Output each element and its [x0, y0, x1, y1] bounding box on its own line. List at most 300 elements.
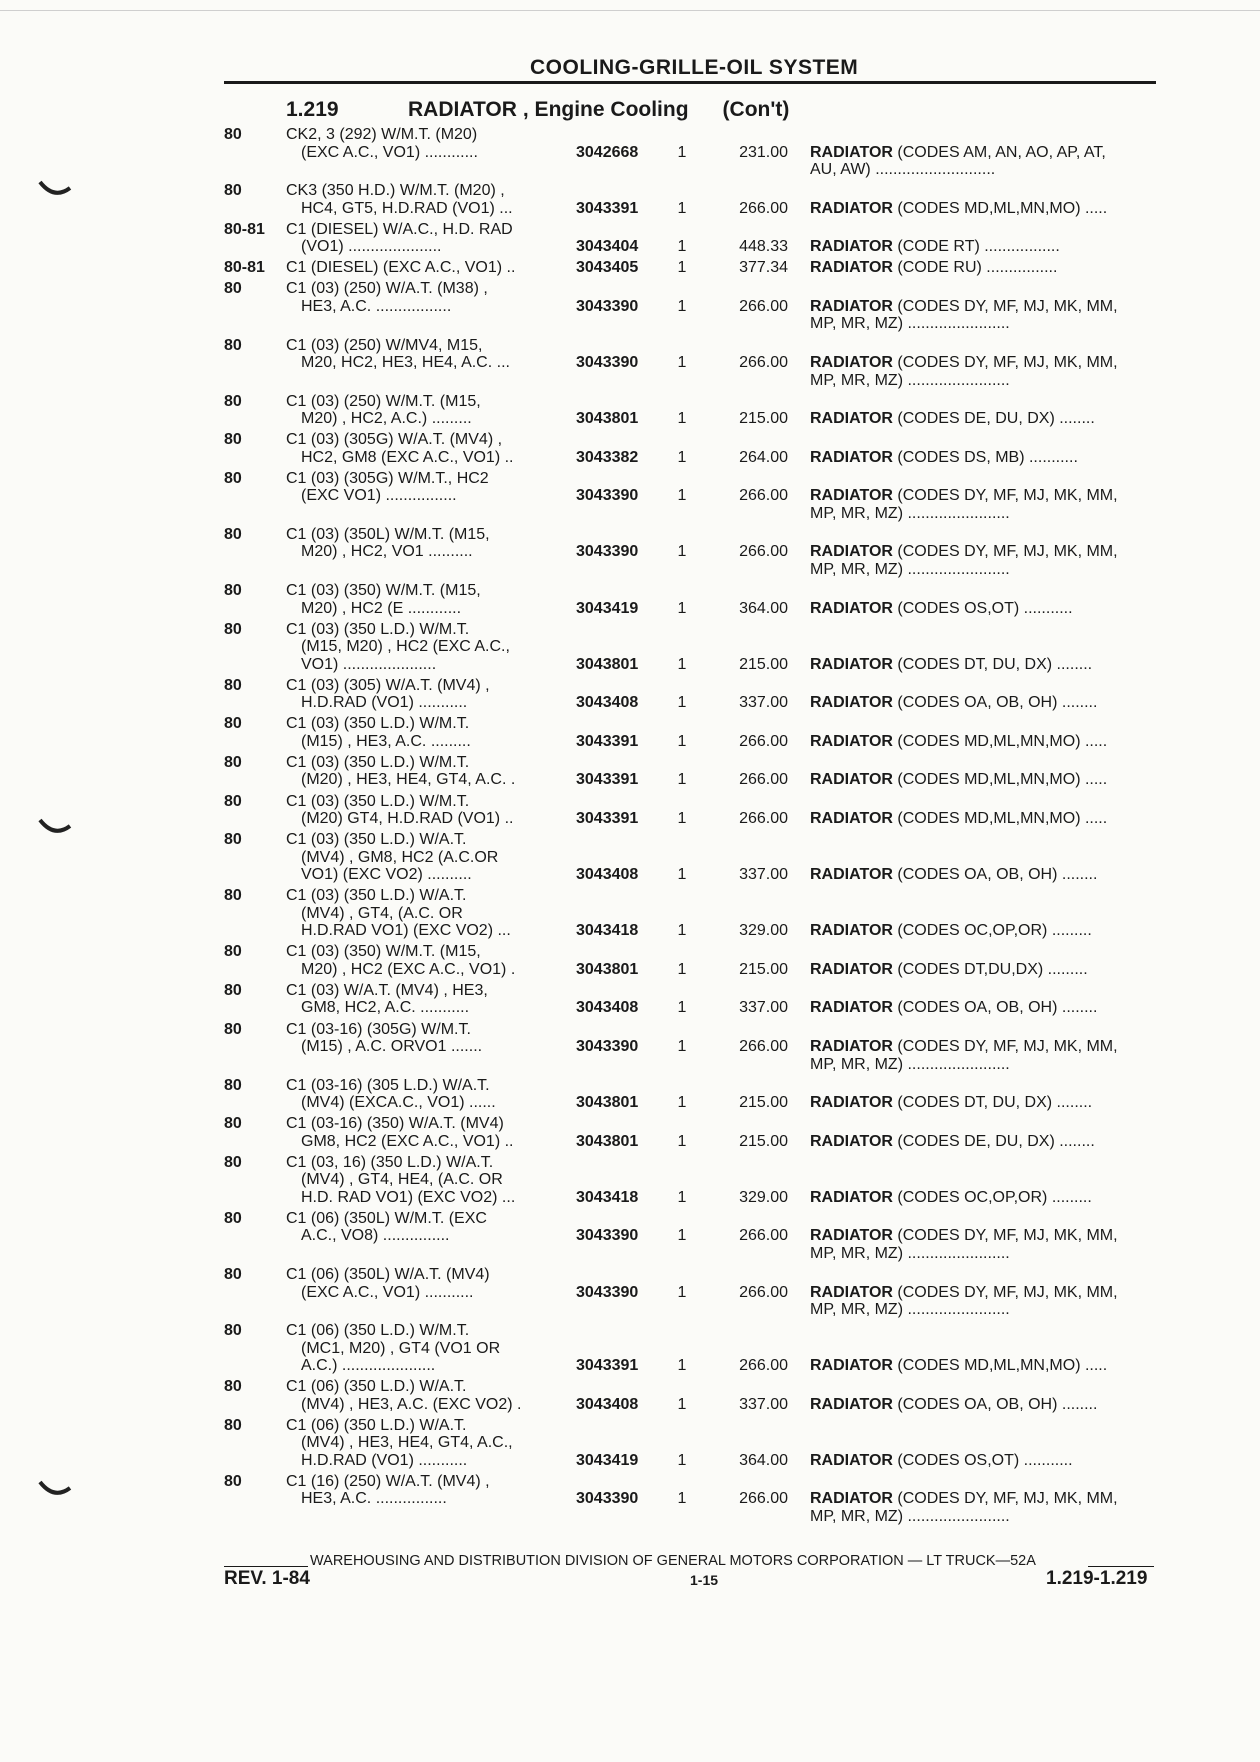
- price: 448.33: [739, 238, 788, 256]
- description-line: C1 (03-16) (305G) W/M.T.: [286, 1020, 471, 1038]
- application-description: [286, 1210, 556, 1245]
- part-number: 3043390: [576, 1038, 639, 1055]
- part-number: 3043390: [576, 1227, 639, 1245]
- model-year: 80: [224, 126, 242, 143]
- top-edge-rule: [0, 10, 1260, 11]
- model-year: 80-81: [224, 220, 265, 238]
- description-line: C1 (03) (305G) W/M.T., HC2: [286, 469, 489, 487]
- description-line: C1 (03-16) (350) W/A.T. (MV4): [286, 1115, 504, 1133]
- item-description: [810, 1038, 1172, 1073]
- item-name: RADIATOR: [810, 1490, 893, 1508]
- item-line: [810, 1189, 1172, 1207]
- part-number: 3043801: [576, 655, 639, 673]
- item-codes: (CODES DY, MF, MJ, MK, MM,: [897, 487, 1118, 505]
- item-codes: MP, MR, MZ) .......................: [810, 315, 1010, 333]
- item-codes: MP, MR, MZ) .......................: [810, 1507, 1010, 1525]
- part-number: 3043408: [576, 694, 639, 712]
- item-line: [810, 200, 1172, 218]
- description-line: C1 (06) (350L) W/A.T. (MV4): [286, 1266, 490, 1283]
- description-line: (M20) GT4, H.D.RAD (VO1) ..: [301, 810, 514, 827]
- item-name: RADIATOR: [810, 599, 893, 617]
- part-number: 3043382: [576, 448, 639, 466]
- description-line: M20) , HC2 (EXC A.C., VO1) .: [301, 960, 516, 978]
- item-codes: (CODES DY, MF, MJ, MK, MM,: [897, 543, 1118, 561]
- item-name: RADIATOR: [810, 1094, 893, 1112]
- page-number: 1-15: [690, 1572, 719, 1588]
- description-line: C1 (03) (250) W/MV4, M15,: [286, 336, 483, 354]
- item-name: RADIATOR: [810, 694, 893, 712]
- application-description: [286, 677, 556, 712]
- item-line: [810, 922, 1172, 940]
- item-line: [810, 1227, 1172, 1245]
- part-number: 3043390: [576, 354, 639, 371]
- model-year: 80: [224, 1378, 242, 1396]
- item-codes: (CODES AM, AN, AO, AP, AT,: [897, 143, 1106, 161]
- description-line: H.D.RAD (VO1) ...........: [301, 1451, 468, 1469]
- description-line: C1 (03) (350 L.D.) W/M.T.: [286, 792, 470, 810]
- item-codes: (CODE RT) .................: [897, 238, 1060, 256]
- description-line: (M20) , HE3, HE4, GT4, A.C. .: [301, 771, 516, 789]
- item-description: [810, 200, 1172, 218]
- item-line: [810, 771, 1172, 789]
- quantity: 1: [677, 1490, 687, 1508]
- part-number: 3042668: [576, 143, 639, 161]
- price: 329.00: [739, 922, 788, 940]
- item-codes: AU, AW) ...........................: [810, 161, 996, 178]
- item-description: [810, 694, 1172, 712]
- price: 266.00: [739, 297, 788, 315]
- model-year: 80: [224, 715, 242, 733]
- description-line: (MV4) , GT4, HE4, (A.C. OR: [301, 1171, 503, 1189]
- item-line: [810, 866, 1172, 884]
- item-codes: (CODES MD,ML,MN,MO) .....: [897, 810, 1108, 827]
- item-codes: (CODES DS, MB) ...........: [897, 448, 1078, 466]
- item-name: RADIATOR: [810, 297, 893, 315]
- item-codes: MP, MR, MZ) .......................: [810, 1055, 1010, 1073]
- item-description: [810, 259, 1172, 277]
- description-line: H.D. RAD VO1) (EXC VO2) ...: [301, 1188, 516, 1206]
- model-year: 80-81: [224, 259, 265, 277]
- item-description: [810, 1189, 1172, 1207]
- description-line: C1 (03) (350 L.D.) W/M.T.: [286, 753, 470, 771]
- item-name: RADIATOR: [810, 143, 893, 161]
- description-line: C1 (03) (305G) W/A.T. (MV4) ,: [286, 431, 503, 449]
- item-codes: (CODES DY, MF, MJ, MK, MM,: [897, 1038, 1118, 1055]
- description-line: C1 (03) (350 L.D.) W/M.T.: [286, 715, 470, 733]
- quantity: 1: [677, 694, 687, 712]
- item-codes: (CODES OS,OT) ...........: [897, 599, 1073, 617]
- binder-punch-mark-icon: [38, 1478, 72, 1500]
- continued-label: (Con't): [722, 98, 790, 121]
- part-number: 3043390: [576, 543, 639, 561]
- group-name: RADIATOR: [408, 98, 517, 121]
- model-year: 80: [224, 431, 242, 449]
- item-description: [810, 543, 1172, 578]
- price: 364.00: [739, 1451, 788, 1469]
- item-name: RADIATOR: [810, 922, 893, 940]
- item-description: [810, 656, 1172, 674]
- application-description: [286, 621, 556, 674]
- model-year: 80: [224, 392, 242, 410]
- quantity: 1: [677, 771, 687, 789]
- item-name: RADIATOR: [810, 1357, 893, 1375]
- application-description: [286, 280, 556, 315]
- model-year: 80: [224, 1266, 242, 1283]
- price: 266.00: [739, 354, 788, 371]
- group-subname: , Engine Cooling: [522, 98, 689, 121]
- application-description: [286, 126, 556, 161]
- item-line: [810, 1452, 1172, 1470]
- item-name: RADIATOR: [810, 410, 893, 428]
- item-line: [810, 561, 1172, 579]
- item-name: RADIATOR: [810, 1188, 893, 1206]
- model-year: 80: [224, 943, 242, 961]
- item-description: [810, 810, 1172, 828]
- quantity: 1: [677, 487, 687, 505]
- item-description: [810, 1227, 1172, 1262]
- item-name: RADIATOR: [810, 354, 893, 371]
- item-description: [810, 733, 1172, 751]
- quantity: 1: [677, 259, 687, 277]
- price: 266.00: [739, 810, 788, 827]
- model-year: 80: [224, 182, 242, 200]
- description-line: C1 (03) W/A.T. (MV4) , HE3,: [286, 981, 488, 999]
- item-line: [810, 961, 1172, 979]
- description-line: HC4, GT5, H.D.RAD (VO1) ...: [301, 199, 513, 217]
- price: 266.00: [739, 732, 788, 750]
- description-line: C1 (06) (350L) W/M.T. (EXC: [286, 1209, 487, 1227]
- description-line: (MV4) , GT4, (A.C. OR: [301, 904, 463, 922]
- item-line: [810, 1245, 1172, 1263]
- item-description: [810, 298, 1172, 333]
- quantity: 1: [677, 999, 687, 1017]
- model-year: 80: [224, 831, 242, 849]
- item-description: [810, 238, 1172, 256]
- item-description: [810, 771, 1172, 789]
- item-name: RADIATOR: [810, 238, 893, 256]
- price: 377.34: [739, 259, 788, 277]
- item-line: [810, 543, 1172, 561]
- item-line: [810, 1284, 1172, 1302]
- item-description: [810, 1357, 1172, 1375]
- item-codes: (CODES DY, MF, MJ, MK, MM,: [897, 297, 1118, 315]
- price: 215.00: [739, 655, 788, 673]
- application-description: [286, 1154, 556, 1207]
- description-line: A.C.) .....................: [301, 1357, 436, 1375]
- model-year: 80: [224, 753, 242, 771]
- quantity: 1: [677, 448, 687, 466]
- part-number: 3043801: [576, 1132, 639, 1150]
- description-line: (VO1) .....................: [301, 238, 442, 256]
- part-number: 3043390: [576, 1490, 639, 1508]
- quantity: 1: [677, 866, 687, 884]
- item-description: [810, 1284, 1172, 1319]
- application-description: [286, 1266, 556, 1301]
- item-name: RADIATOR: [810, 1451, 893, 1469]
- model-year: 80: [224, 1472, 242, 1490]
- item-line: [810, 1038, 1172, 1056]
- item-line: [810, 810, 1172, 828]
- quantity: 1: [677, 238, 687, 256]
- model-year: 80: [224, 1153, 242, 1171]
- application-description: [286, 337, 556, 372]
- item-codes: MP, MR, MZ) .......................: [810, 560, 1010, 578]
- section-title: COOLING-GRILLE-OIL SYSTEM: [530, 56, 859, 79]
- item-codes: (CODES DY, MF, MJ, MK, MM,: [897, 1227, 1118, 1245]
- part-number: 3043404: [576, 238, 639, 256]
- quantity: 1: [677, 810, 687, 827]
- model-year: 80: [224, 887, 242, 905]
- description-line: C1 (06) (350 L.D.) W/A.T.: [286, 1378, 467, 1396]
- price: 337.00: [739, 1395, 788, 1413]
- item-line: [810, 449, 1172, 467]
- item-codes: (CODES OC,OP,OR) .........: [897, 922, 1092, 940]
- item-codes: MP, MR, MZ) .......................: [810, 1301, 1010, 1318]
- item-description: [810, 922, 1172, 940]
- header-rule: [224, 81, 1156, 84]
- binder-punch-mark-icon: [38, 816, 72, 838]
- price: 231.00: [739, 143, 788, 161]
- item-codes: (CODE RU) ................: [897, 259, 1058, 277]
- item-description: [810, 1133, 1172, 1151]
- description-line: A.C., VO8) ...............: [301, 1227, 450, 1245]
- item-line: [810, 161, 1172, 179]
- price: 329.00: [739, 1188, 788, 1206]
- quantity: 1: [677, 1188, 687, 1206]
- description-line: HE3, A.C. ................: [301, 1490, 447, 1508]
- item-codes: (CODES DY, MF, MJ, MK, MM,: [897, 1490, 1118, 1508]
- item-name: RADIATOR: [810, 1132, 893, 1150]
- quantity: 1: [677, 1227, 687, 1245]
- quantity: 1: [677, 1395, 687, 1413]
- description-line: (EXC VO1) ................: [301, 487, 457, 505]
- model-year: 80: [224, 620, 242, 638]
- application-description: [286, 831, 556, 884]
- item-name: RADIATOR: [810, 1395, 893, 1413]
- item-line: [810, 315, 1172, 333]
- quantity: 1: [677, 732, 687, 750]
- description-line: (MV4) , GM8, HC2 (A.C.OR: [301, 848, 499, 866]
- part-number: 3043390: [576, 1283, 639, 1301]
- item-codes: (CODES DT, DU, DX) ........: [897, 1094, 1093, 1112]
- item-description: [810, 354, 1172, 389]
- model-year: 80: [224, 1020, 242, 1038]
- price: 364.00: [739, 599, 788, 617]
- item-description: [810, 999, 1172, 1017]
- item-codes: (CODES DY, MF, MJ, MK, MM,: [897, 354, 1118, 371]
- item-description: [810, 410, 1172, 428]
- quantity: 1: [677, 297, 687, 315]
- price: 266.00: [739, 1490, 788, 1508]
- item-description: [810, 961, 1172, 979]
- item-name: RADIATOR: [810, 732, 893, 750]
- description-line: (EXC A.C., VO1) ...........: [301, 1283, 474, 1301]
- model-year: 80: [224, 676, 242, 694]
- item-line: [810, 1508, 1172, 1526]
- application-description: [286, 754, 556, 789]
- quantity: 1: [677, 1038, 687, 1055]
- description-line: VO1) .....................: [301, 655, 437, 673]
- model-year: 80: [224, 1209, 242, 1227]
- description-line: GM8, HC2 (EXC A.C., VO1) ..: [301, 1132, 514, 1150]
- item-codes: (CODES OA, OB, OH) ........: [897, 999, 1098, 1017]
- application-description: [286, 526, 556, 561]
- quantity: 1: [677, 1094, 687, 1112]
- item-name: RADIATOR: [810, 771, 893, 789]
- quantity: 1: [677, 143, 687, 161]
- price: 337.00: [739, 999, 788, 1017]
- item-codes: (CODES OA, OB, OH) ........: [897, 1395, 1098, 1413]
- item-line: [810, 259, 1172, 277]
- description-line: M20) , HC2, VO1 ..........: [301, 543, 473, 561]
- footer-rule-left: [224, 1566, 308, 1567]
- item-codes: MP, MR, MZ) .......................: [810, 1244, 1010, 1262]
- quantity: 1: [677, 960, 687, 978]
- item-line: [810, 1301, 1172, 1319]
- item-description: [810, 600, 1172, 618]
- price: 266.00: [739, 1038, 788, 1055]
- part-number: 3043391: [576, 771, 639, 789]
- quantity: 1: [677, 1357, 687, 1375]
- item-description: [810, 144, 1172, 179]
- quantity: 1: [677, 1132, 687, 1150]
- application-description: [286, 715, 556, 750]
- description-line: H.D.RAD (VO1) ...........: [301, 694, 468, 712]
- description-line: M20) , HC2 (E ............: [301, 599, 462, 617]
- description-line: (MV4) , HE3, A.C. (EXC VO2) .: [301, 1395, 522, 1413]
- item-codes: (CODES DY, MF, MJ, MK, MM,: [897, 1283, 1118, 1301]
- item-codes: (CODES MD,ML,MN,MO) .....: [897, 1357, 1108, 1375]
- description-line: (M15) , HE3, A.C. .........: [301, 732, 471, 750]
- description-line: C1 (03) (350L) W/M.T. (M15,: [286, 525, 490, 543]
- item-codes: (CODES DE, DU, DX) ........: [897, 1132, 1095, 1150]
- application-description: [286, 943, 556, 978]
- price: 266.00: [739, 1357, 788, 1375]
- description-line: C1 (03) (350) W/M.T. (M15,: [286, 943, 481, 961]
- item-line: [810, 410, 1172, 428]
- item-line: [810, 656, 1172, 674]
- application-description: [286, 259, 556, 277]
- item-codes: (CODES OC,OP,OR) .........: [897, 1188, 1092, 1206]
- item-line: [810, 600, 1172, 618]
- price: 215.00: [739, 1132, 788, 1150]
- item-codes: (CODES MD,ML,MN,MO) .....: [897, 732, 1108, 750]
- model-year: 80: [224, 981, 242, 999]
- item-name: RADIATOR: [810, 487, 893, 505]
- description-line: C1 (03) (305) W/A.T. (MV4) ,: [286, 676, 490, 694]
- description-line: C1 (06) (350 L.D.) W/M.T.: [286, 1322, 470, 1340]
- description-line: C1 (DIESEL) W/A.C., H.D. RAD: [286, 220, 513, 238]
- price: 266.00: [739, 1283, 788, 1301]
- application-description: [286, 470, 556, 505]
- description-line: H.D.RAD VO1) (EXC VO2) ...: [301, 922, 511, 940]
- description-line: C1 (03-16) (305 L.D.) W/A.T.: [286, 1076, 490, 1094]
- price: 266.00: [739, 199, 788, 217]
- quantity: 1: [677, 599, 687, 617]
- price: 264.00: [739, 448, 788, 466]
- item-description: [810, 1452, 1172, 1470]
- part-number: 3043801: [576, 960, 639, 978]
- item-line: [810, 1357, 1172, 1375]
- item-line: [810, 733, 1172, 751]
- application-description: [286, 1115, 556, 1150]
- item-line: [810, 1490, 1172, 1508]
- model-year: 80: [224, 1076, 242, 1094]
- item-codes: (CODES OS,OT) ...........: [897, 1451, 1073, 1469]
- description-line: M20) , HC2, A.C.) .........: [301, 410, 472, 428]
- item-line: [810, 372, 1172, 390]
- item-codes: MP, MR, MZ) .......................: [810, 504, 1010, 522]
- part-number: 3043801: [576, 410, 639, 428]
- part-number: 3043408: [576, 999, 639, 1017]
- item-description: [810, 866, 1172, 884]
- model-year: 80: [224, 469, 242, 487]
- revision-label: REV. 1-84: [224, 1568, 310, 1589]
- quantity: 1: [677, 1451, 687, 1469]
- description-line: (MV4) , HE3, HE4, GT4, A.C.,: [301, 1434, 513, 1452]
- part-number: 3043391: [576, 732, 639, 750]
- application-description: [286, 793, 556, 828]
- item-line: [810, 354, 1172, 372]
- item-line: [810, 999, 1172, 1017]
- quantity: 1: [677, 354, 687, 371]
- application-description: [286, 221, 556, 256]
- description-line: C1 (03) (350 L.D.) W/A.T.: [286, 887, 467, 905]
- quantity: 1: [677, 543, 687, 561]
- application-description: [286, 393, 556, 428]
- footer-division-text: WAREHOUSING AND DISTRIBUTION DIVISION OF GENERAL MOTORS CORPORATION — LT TRUCK—52A: [310, 1553, 1036, 1569]
- description-line: HC2, GM8 (EXC A.C., VO1) ..: [301, 448, 514, 466]
- description-line: (MV4) (EXCA.C., VO1) ......: [301, 1094, 496, 1112]
- item-name: RADIATOR: [810, 999, 893, 1017]
- item-description: [810, 1396, 1172, 1414]
- part-number: 3043405: [576, 259, 639, 277]
- item-name: RADIATOR: [810, 655, 893, 673]
- item-description: [810, 1490, 1172, 1525]
- item-line: [810, 1094, 1172, 1112]
- price: 337.00: [739, 694, 788, 712]
- footer-rule-right: [1088, 1566, 1154, 1567]
- description-line: (M15) , A.C. ORVO1 .......: [301, 1038, 483, 1055]
- item-codes: (CODES DE, DU, DX) ........: [897, 410, 1095, 428]
- application-description: [286, 887, 556, 940]
- item-line: [810, 238, 1172, 256]
- quantity: 1: [677, 655, 687, 673]
- model-year: 80: [224, 1416, 242, 1434]
- part-number: 3043391: [576, 810, 639, 827]
- part-number: 3043390: [576, 487, 639, 505]
- description-line: C1 (DIESEL) (EXC A.C., VO1) ..: [286, 259, 516, 277]
- description-line: C1 (03) (350) W/M.T. (M15,: [286, 582, 481, 599]
- group-number: 1.219: [286, 98, 339, 121]
- application-description: [286, 1077, 556, 1112]
- item-codes: MP, MR, MZ) .......................: [810, 371, 1010, 389]
- item-codes: (CODES OA, OB, OH) ........: [897, 694, 1098, 712]
- model-year: 80: [224, 280, 242, 298]
- item-line: [810, 487, 1172, 505]
- item-name: RADIATOR: [810, 1227, 893, 1245]
- item-description: [810, 487, 1172, 522]
- application-description: [286, 182, 556, 217]
- description-line: CK2, 3 (292) W/M.T. (M20): [286, 126, 478, 143]
- model-year: 80: [224, 582, 242, 599]
- item-codes: (CODES DT, DU, DX) ........: [897, 655, 1093, 673]
- description-line: CK3 (350 H.D.) W/M.T. (M20) ,: [286, 182, 505, 200]
- item-line: [810, 144, 1172, 162]
- binder-punch-mark-icon: [38, 178, 72, 200]
- item-name: RADIATOR: [810, 259, 893, 277]
- price: 266.00: [739, 543, 788, 561]
